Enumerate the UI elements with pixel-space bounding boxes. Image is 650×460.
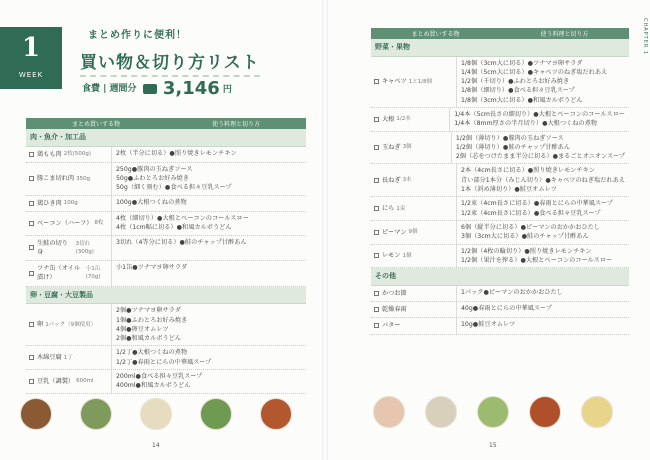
dish-photo (260, 398, 292, 430)
checkbox-icon (29, 355, 34, 360)
item-name: バター (382, 322, 401, 330)
week-label: WEEK (18, 71, 44, 79)
item-cell (26, 163, 112, 195)
item-amount: 1/2本 (396, 116, 411, 123)
table-row (371, 164, 629, 197)
cost-value: 3,146 (162, 78, 220, 99)
section-heading: 肉・魚介・加工品 (26, 129, 306, 147)
page-number: 14 (152, 442, 160, 449)
use-line: 1/2個（薄切り）●豚肉の玉ねぎソース (455, 134, 564, 142)
use-line: 3切れ（4等分に切る）●鮭のチャップ甘酢あん (116, 238, 247, 246)
cost-label: 食費 | 週間分 (82, 84, 137, 94)
use-line: 50g●ふわとろお好み焼き (116, 175, 189, 183)
use-line: 1/2束（4cm長さに切る）●春雨とにらの中華風スープ (461, 200, 613, 208)
checkbox-icon (374, 323, 379, 328)
item-cell (371, 286, 457, 301)
item-name: 生鮭の切り身 (37, 239, 68, 256)
item-name: 乾燥春雨 (382, 305, 407, 313)
checkbox-icon (29, 201, 34, 206)
item-cell (371, 302, 457, 317)
item-cell (26, 304, 112, 345)
table-row (371, 197, 629, 221)
uses-cell (112, 304, 306, 345)
item-cell (26, 147, 112, 162)
item-amount: 1と1/8個 (408, 78, 433, 85)
use-line: 青い部分1本分（みじん切り）●キャベツのねぎ塩だれあえ (460, 176, 625, 184)
item-name: ピーマン (382, 228, 407, 236)
item-cell (371, 245, 457, 268)
use-line: 2個（芯をつけたまま半分に切る）●まるごとオニオンスープ (455, 153, 625, 161)
week-number: 1 (21, 33, 41, 63)
use-line: 1/2丁●大根つくねの煮物 (116, 349, 188, 357)
uses-cell (112, 147, 306, 162)
checkbox-icon (29, 322, 34, 327)
item-name: 木綿豆腐 (37, 354, 62, 362)
uses-cell (112, 163, 306, 195)
checkbox-icon (374, 307, 379, 312)
item-name: 豚こま切れ肉 (37, 175, 75, 183)
header-col-items: まとめ買いする物 (71, 121, 120, 128)
use-line: 1/8個（細切り）●食べる担々豆乳スープ (461, 87, 575, 95)
item-name: 豆乳（調製） (37, 377, 75, 385)
table-row (26, 212, 306, 236)
uses-cell (457, 221, 629, 244)
use-line: 1/2個（薄切り）●鮭のチャップ甘酢あん (455, 143, 571, 151)
uses-cell (112, 370, 306, 393)
header-col-uses: 使う料理と切り方 (211, 121, 260, 128)
checkbox-icon (29, 379, 34, 384)
item-cell (371, 108, 450, 131)
uses-cell (112, 236, 306, 261)
table-header (26, 118, 306, 129)
table-row (371, 302, 629, 318)
uses-cell (457, 197, 629, 220)
item-name: かつお節 (382, 289, 407, 297)
use-line: 2本（4cm長さに切る）●照り焼きレモンチキン (460, 167, 595, 175)
checkbox-icon (29, 221, 34, 226)
item-amount: 1丁 (63, 354, 73, 361)
uses-cell (450, 108, 629, 131)
uses-cell (457, 302, 629, 317)
uses-cell (112, 196, 306, 211)
dish-photo (200, 398, 232, 430)
use-line: 小1缶●ツナマヨ卵サラダ (116, 264, 188, 272)
item-amount: 3本 (402, 177, 412, 184)
table-row (26, 196, 306, 212)
item-cell (26, 196, 112, 211)
item-cell (26, 236, 112, 261)
checkbox-icon (374, 291, 379, 296)
item-name: 鶏ひき肉 (37, 199, 62, 207)
item-name: ベーコン（ハーフ） (37, 219, 93, 227)
use-line: 1/4本（5cm長さの細切り）●大根とベーコンのコールスロー (454, 110, 625, 118)
item-amount: 1束 (396, 205, 406, 212)
week-badge (0, 27, 62, 89)
use-line: 3個（3cm大に切る）●鮭のチャップ甘酢あん (461, 233, 589, 241)
uses-cell (112, 346, 306, 369)
dish-photo (20, 398, 52, 430)
cost-unit: 円 (222, 85, 232, 95)
use-line: 1/8個（3cm大に切る）●和風カルボうどん (461, 96, 583, 104)
dish-photo (425, 396, 457, 428)
item-cell (371, 197, 457, 220)
item-cell (371, 318, 457, 333)
use-line: 10g●鮭豆オムレツ (461, 321, 516, 329)
use-line: 1/8個（3cm大に切る）●ツナマヨ卵サラダ (461, 59, 583, 67)
use-line: 1/4本（8mm厚さの半月切り）●大根つくねの煮物 (454, 120, 597, 128)
item-amount: 1個 (402, 252, 412, 259)
table-row (26, 147, 306, 163)
use-line: 2個●和風カルボうどん (116, 335, 182, 343)
checkbox-icon (374, 117, 379, 122)
use-line: 4個●卵豆オムレツ (116, 325, 169, 333)
item-name: 卵 (37, 321, 44, 329)
table-row (371, 221, 629, 245)
use-line: 1本（斜め薄切り）●鮭豆オムレツ (460, 186, 557, 194)
item-cell (371, 132, 452, 164)
checkbox-icon (29, 152, 34, 157)
use-line: 1/4個（5cm大に切る）●キャベツのねぎ塩だれあえ (461, 68, 608, 76)
header-col-items: まとめ買いする物 (411, 31, 460, 38)
use-line: 200ml●食べる担々豆乳スープ (116, 373, 203, 381)
table-row (371, 245, 629, 269)
table-row (26, 261, 306, 287)
shopping-table (26, 129, 306, 394)
section-heading: その他 (371, 268, 629, 286)
item-cell (26, 346, 112, 369)
item-cell (26, 370, 112, 393)
checkbox-icon (374, 145, 379, 150)
item-name: ツナ缶（オイル漬け） (37, 265, 81, 282)
table-row (371, 132, 629, 165)
use-line: 40g●春雨とにらの中華風スープ (461, 304, 552, 312)
dish-photo (529, 396, 561, 428)
checkbox-icon (374, 79, 379, 84)
dish-photo (373, 396, 405, 428)
item-cell (371, 57, 457, 107)
checkbox-icon (29, 245, 34, 250)
uses-cell (457, 245, 629, 268)
use-line: 2枚（半分に切る）●照り焼きレモンチキン (116, 149, 237, 157)
uses-cell (112, 261, 306, 286)
checkbox-icon (374, 253, 379, 258)
uses-cell (457, 286, 629, 301)
page-title: 買い物＆切り方リスト (80, 48, 260, 77)
item-amount: 100g (63, 200, 78, 207)
gutter (322, 0, 328, 460)
use-line: 1/2個（果汁を搾る）●大根とベーコンのコールスロー (461, 256, 613, 264)
use-line: 1/2丁●春雨とにらの中華風スープ (116, 358, 212, 366)
item-amount: 9個 (408, 229, 418, 236)
use-line: 4枚（1cm幅に切る）●和風カルボうどん (116, 224, 232, 232)
use-line: 2個●ツナマヨ卵サラダ (116, 307, 181, 315)
table-row (371, 57, 629, 108)
wallet-icon (143, 84, 157, 94)
uses-cell (457, 57, 629, 107)
use-line: 1/2束（4cm長さに切る）●食べる担々豆乳スープ (461, 209, 601, 217)
checkbox-icon (374, 230, 379, 235)
header-col-uses: 使う料理と切り方 (540, 31, 589, 38)
page-subtitle: まとめ作りに便利！ (88, 30, 187, 41)
uses-cell (112, 212, 306, 235)
checkbox-icon (374, 206, 379, 211)
table-row (26, 163, 306, 196)
item-name: 玉ねぎ (382, 143, 401, 151)
use-line: 1/2個（千切り）●ふわとろお好み焼き (461, 78, 570, 86)
item-amount: 小1缶(70g) (85, 266, 101, 281)
shopping-table (371, 39, 629, 335)
item-cell (371, 164, 457, 196)
item-amount: 1パック（9個使用） (45, 321, 97, 328)
right-page (325, 0, 650, 460)
use-line: 50g（細く刻む）●食べる担々豆乳スープ (116, 184, 232, 192)
table-row (371, 318, 629, 334)
item-cell (26, 212, 112, 235)
table-row (371, 286, 629, 302)
item-amount: 3個 (402, 144, 412, 151)
item-name: 鶏もも肉 (37, 150, 62, 158)
checkbox-icon (29, 176, 34, 181)
table-row (26, 370, 306, 394)
item-amount: 8枚 (94, 220, 104, 227)
use-line: 1個●ふわとろお好み焼き (116, 316, 188, 324)
section-heading: 野菜・果物 (371, 39, 629, 57)
uses-cell (457, 164, 629, 196)
use-line: 400ml●和風カルボうどん (116, 382, 191, 390)
item-name: レモン (382, 252, 401, 260)
item-amount: 3切れ(300g) (75, 240, 94, 255)
table-row (26, 236, 306, 262)
item-name: 長ねぎ (382, 176, 401, 184)
item-cell (371, 221, 457, 244)
use-line: 6個（縦半分に切る）●ピーマンのおかかおひたし (461, 223, 601, 231)
item-amount: 350g (76, 175, 91, 182)
chapter-tab: CHAPTER 1 (642, 18, 648, 56)
item-amount: 2枚(500g) (63, 151, 92, 158)
checkbox-icon (374, 178, 379, 183)
use-line: 4枚（細切り）●大根とベーコンのコールスロー (116, 214, 249, 222)
use-line: 1/2個（4枚の輪切り）●照り焼きレモンチキン (461, 247, 592, 255)
item-amount: 600ml (76, 378, 94, 385)
item-name: 大根 (382, 115, 395, 123)
item-cell (26, 261, 112, 286)
section-heading: 卵・豆腐・大豆製品 (26, 287, 306, 305)
dish-photo (477, 396, 509, 428)
table-row (26, 304, 306, 346)
dish-photo (140, 398, 172, 430)
table-row (371, 108, 629, 132)
uses-cell (457, 318, 629, 333)
uses-cell (452, 132, 629, 164)
dish-photo (581, 396, 613, 428)
page-number: 15 (489, 442, 497, 449)
table-header (371, 28, 629, 39)
item-name: にら (382, 205, 395, 212)
checkbox-icon (29, 271, 34, 276)
use-line: 100g●大根つくねの煮物 (116, 198, 187, 206)
use-line: 250g●豚肉の玉ねぎソース (116, 165, 193, 173)
weekly-cost (82, 78, 232, 99)
item-name: キャベツ (382, 78, 407, 86)
dish-photo (80, 398, 112, 430)
table-row (26, 346, 306, 370)
use-line: 1パック●ピーマンのおかかおひたし (461, 288, 563, 296)
